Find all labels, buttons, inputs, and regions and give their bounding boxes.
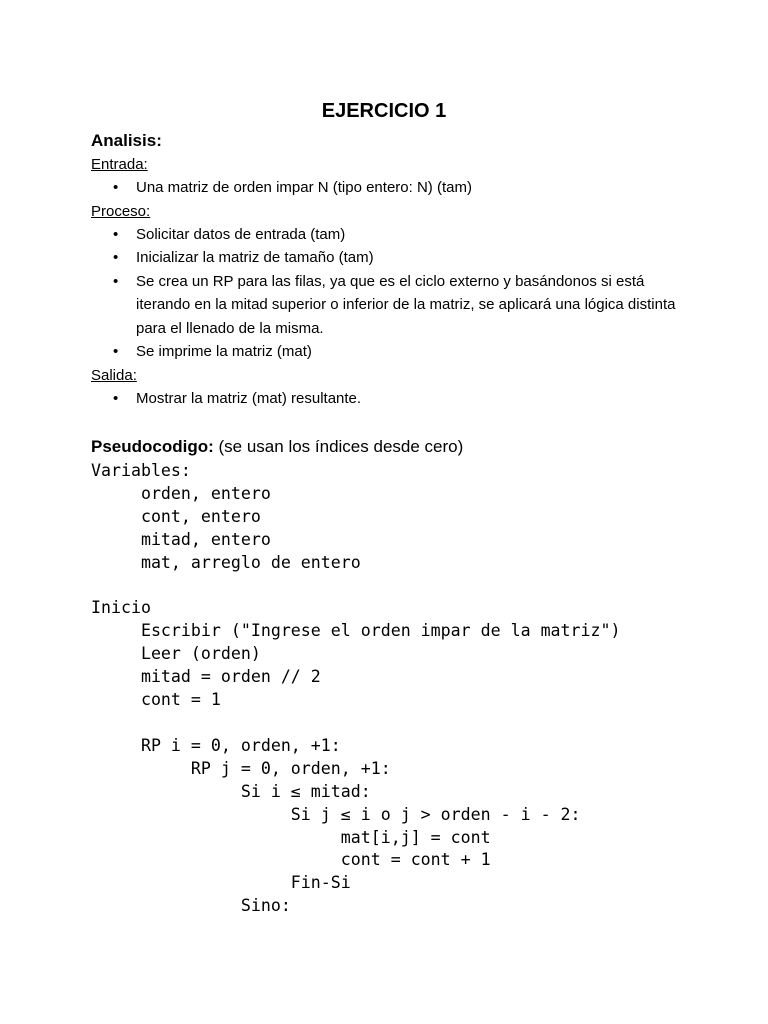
section-spacer (91, 410, 691, 434)
entrada-label: Entrada: (91, 156, 148, 173)
analysis-heading: Analisis: (91, 131, 162, 150)
page-title: EJERCICIO 1 (321, 100, 447, 122)
salida-label: Salida: (91, 366, 137, 384)
list-item (91, 246, 676, 270)
entrada-list (91, 176, 691, 200)
code-line: Inicio (91, 598, 151, 618)
code-line: RP i = 0, orden, +1: (91, 735, 341, 755)
list-item-text: Solicitar datos de entrada (tam) (136, 225, 346, 243)
bullet-icon: • (113, 343, 119, 360)
pseudocode-note: (se usan los índices desde cero) (218, 437, 464, 456)
code-line: cont, entero (91, 506, 261, 526)
proceso-list (91, 223, 691, 364)
code-line: Si i ≤ mitad: (91, 781, 371, 801)
list-item (91, 270, 676, 341)
list-item (91, 387, 676, 411)
list-item (91, 340, 676, 364)
document-body (91, 128, 691, 918)
list-item-text: Inicializar la matriz de tamaño (tam) (136, 249, 374, 266)
salida-list (91, 387, 691, 411)
list-item-text: Una matriz de orden impar N (tipo entero: N) (tam) (136, 179, 472, 196)
code-line: Variables: (91, 461, 191, 480)
proceso-label: Proceso: (91, 202, 151, 220)
bullet-icon: • (113, 225, 119, 243)
list-item (91, 176, 676, 200)
code-line: Sino: (91, 896, 291, 916)
code-line: mitad = orden // 2 (91, 667, 321, 687)
pseudocode-heading (91, 434, 691, 460)
code-line: Si j ≤ i o j > orden - i - 2: (91, 804, 581, 824)
bullet-icon: • (113, 249, 119, 266)
code-line: Leer (orden) (91, 644, 261, 664)
code-line: Escribir ("Ingrese el orden impar de la matriz") (91, 621, 621, 641)
bullet-icon: • (113, 272, 119, 290)
code-line: mitad, entero (91, 529, 271, 549)
code-line: Fin-Si (91, 873, 351, 893)
code-line: mat, arreglo de entero (91, 552, 361, 572)
code-line: RP j = 0, orden, +1: (91, 758, 391, 778)
pseudocode-block (91, 460, 691, 918)
code-line: cont = 1 (91, 690, 221, 710)
list-item (91, 223, 676, 247)
code-line: cont = cont + 1 (91, 850, 491, 870)
list-item-text: Mostrar la matriz (mat) resultante. (136, 389, 362, 407)
code-line: mat[i,j] = cont (91, 827, 491, 847)
list-item-text: Se imprime la matriz (mat) (136, 343, 312, 360)
pseudocode-title: Pseudocodigo: (91, 437, 214, 456)
bullet-icon: • (113, 389, 119, 407)
code-line: orden, entero (91, 483, 271, 503)
list-item-text: Se crea un RP para las filas, ya que es el ciclo externo y basándonos si está iterando en la mitad superior o inferior de la matriz, se aplicará una lógica distinta para el llenado de la misma. (136, 272, 676, 337)
bullet-icon: • (113, 179, 119, 196)
